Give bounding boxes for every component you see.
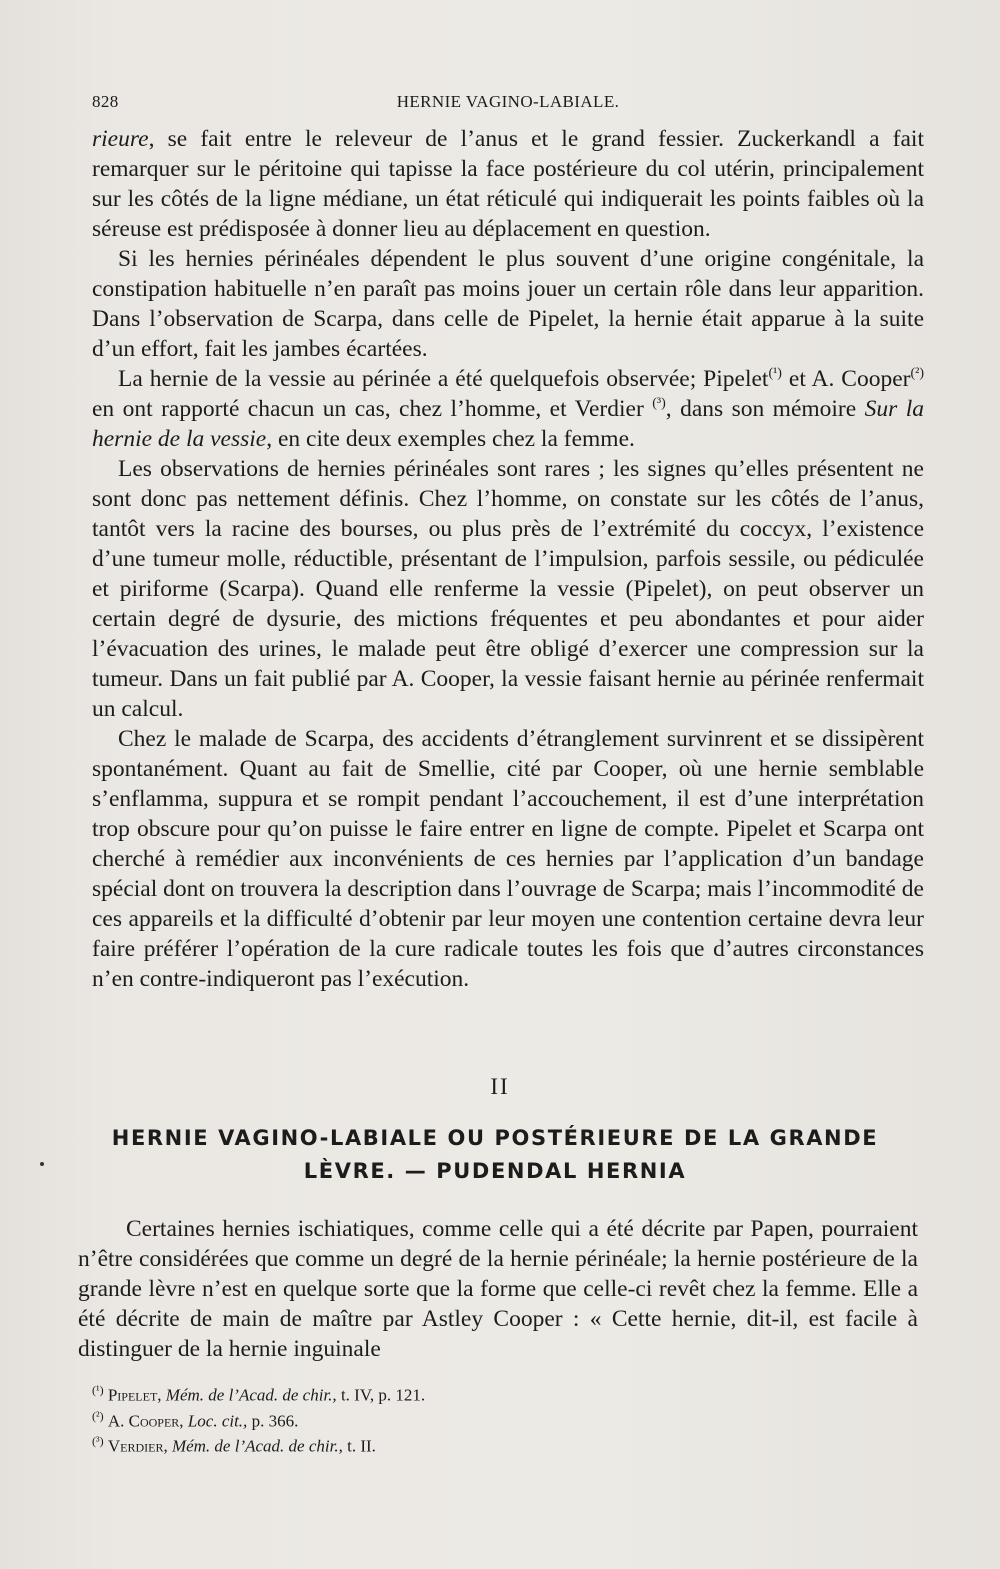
paragraph bbox=[92, 364, 924, 454]
italic-title: Sur la hernie de la vessie bbox=[92, 396, 925, 452]
paragraph: Si les hernies périnéales dépendent le plus souvent d’une origine congénitale, la constipation habituelle n’en paraît pas moins jouer un certain rôle dans leur apparition. Dans l’observation de Scarpa, dans celle de Pipelet, la hernie était apparue à la suite d’un effort, fait les jambes écartées. bbox=[92, 246, 924, 362]
text-fragment: et A. Cooper bbox=[781, 366, 911, 392]
footnote-detail: p. 366. bbox=[247, 1411, 299, 1431]
footnote-mark: (³) bbox=[92, 1434, 104, 1449]
text-fragment: , se fait entre le releveur de l’anus et le grand fessier. Zuckerkandl a fait remarquer sur le péritoine qui tapisse la face postérieure du col utérin, principalement sur les côtés de la ligne médiane, un état réticulé qui indiquerait les points faibles où la séreuse est prédisposée à donner lieu au déplacement en question. bbox=[92, 126, 924, 242]
page-number: 828 bbox=[92, 92, 119, 111]
text-fragment: en ont rapporté chacun un cas, chez l’homme, et Verdier bbox=[92, 396, 653, 422]
footnote-detail: t. II. bbox=[342, 1436, 376, 1456]
main-text bbox=[92, 124, 924, 994]
footnote-detail: t. IV, p. 121. bbox=[336, 1385, 426, 1405]
footnote-mark: (¹) bbox=[92, 1383, 104, 1397]
paragraph: Les observations de hernies périnéales sont rares ; les signes qu’elles présentent ne sont donc pas nettement définis. Chez l’homme, on constate sur les côtés de l’anus, tantôt vers la racine des bourses, ou plus près de l’extrémité du coccyx, l’existence d’une tumeur molle, réductible, présentant de l’impulsion, parfois sessile, ou pédiculée et piriforme (Scarpa). Quand elle renferme la vessie (Pipelet), on peut observer un certain degré de dysurie, des mictions fréquentes et peu abondantes et pour aider l’évacuation des urines, le malade peut être obligé d’exercer une compression sur la tumeur. Dans un fait publié par A. Cooper, la vessie faisant hernie au périnée renfermait un calcul. bbox=[92, 456, 924, 722]
footnotes bbox=[92, 1380, 792, 1457]
section-title-line: LÈVRE. — PUDENDAL HERNIA bbox=[303, 1159, 687, 1183]
paragraph bbox=[92, 124, 924, 244]
text-fragment: , dans son mémoire bbox=[665, 396, 865, 422]
footnote bbox=[92, 1431, 792, 1457]
footnote-mark: (²) bbox=[92, 1408, 104, 1423]
footnote bbox=[92, 1406, 792, 1432]
footnote-author: Pipelet, bbox=[107, 1385, 162, 1405]
italic-fragment: rieure bbox=[92, 126, 149, 152]
text-fragment: La hernie de la vessie au périnée a été quelquefois observée; Pipelet bbox=[118, 366, 769, 392]
section-title-line: HERNIE VAGINO-LABIALE OU POSTÉRIEURE DE LA GRANDE bbox=[111, 1126, 879, 1150]
paragraph: Certaines hernies ischiatiques, comme celle qui a été décrite par Papen, pourraient n’être considérées que comme un degré de la hernie périnéale; la hernie postérieure de la grande lèvre n’est en quelque sorte que la forme que celle-ci revêt chez la femme. Elle a été décrite de main de maître par Astley Cooper : « Cette hernie, dit-il, est facile à distinguer de la hernie inguinale bbox=[78, 1216, 918, 1362]
footnote-source: Mém. de l’Acad. de chir., bbox=[165, 1385, 337, 1405]
footnote-ref: (¹) bbox=[768, 366, 782, 382]
footnote-author: Verdier, bbox=[107, 1436, 168, 1456]
section-title bbox=[100, 1122, 890, 1188]
paragraph: Chez le malade de Scarpa, des accidents d’étranglement survinrent et se dissipèrent spontanément. Quant au fait de Smellie, cité par Cooper, où une hernie semblable s’enflamma, suppura et se rompit pendant l’accouchement, il est d’une interprétation trop obscure pour qu’on puisse le faire entrer en ligne de compte. Pipelet et Scarpa ont cherché à remédier aux inconvénients de ces hernies par l’application d’un bandage spécial dont on trouvera la description dans l’ouvrage de Scarpa; mais l’incommodité de ces appareils et la difficulté d’obtenir par leur moyen une contention certaine devra leur faire préférer l’opération de la cure radicale toutes les fois que d’autres circonstances n’en contre-indiqueront pas l’exécution. bbox=[92, 726, 924, 992]
footnote-ref: (²) bbox=[910, 366, 924, 382]
footnote-source: Loc. cit., bbox=[187, 1411, 248, 1431]
text-fragment: , en cite deux exemples chez la femme. bbox=[266, 426, 635, 452]
footnote-ref: (³) bbox=[652, 396, 666, 412]
footnote-author: A. Cooper, bbox=[107, 1411, 184, 1431]
running-title: HERNIE VAGINO-LABIALE. bbox=[396, 92, 620, 111]
footnote-source: Mém. de l’Acad. de chir., bbox=[171, 1436, 343, 1456]
margin-mark bbox=[40, 1162, 44, 1166]
section-number: II bbox=[490, 1074, 510, 1099]
footnote bbox=[92, 1380, 792, 1406]
section-text bbox=[78, 1214, 918, 1364]
